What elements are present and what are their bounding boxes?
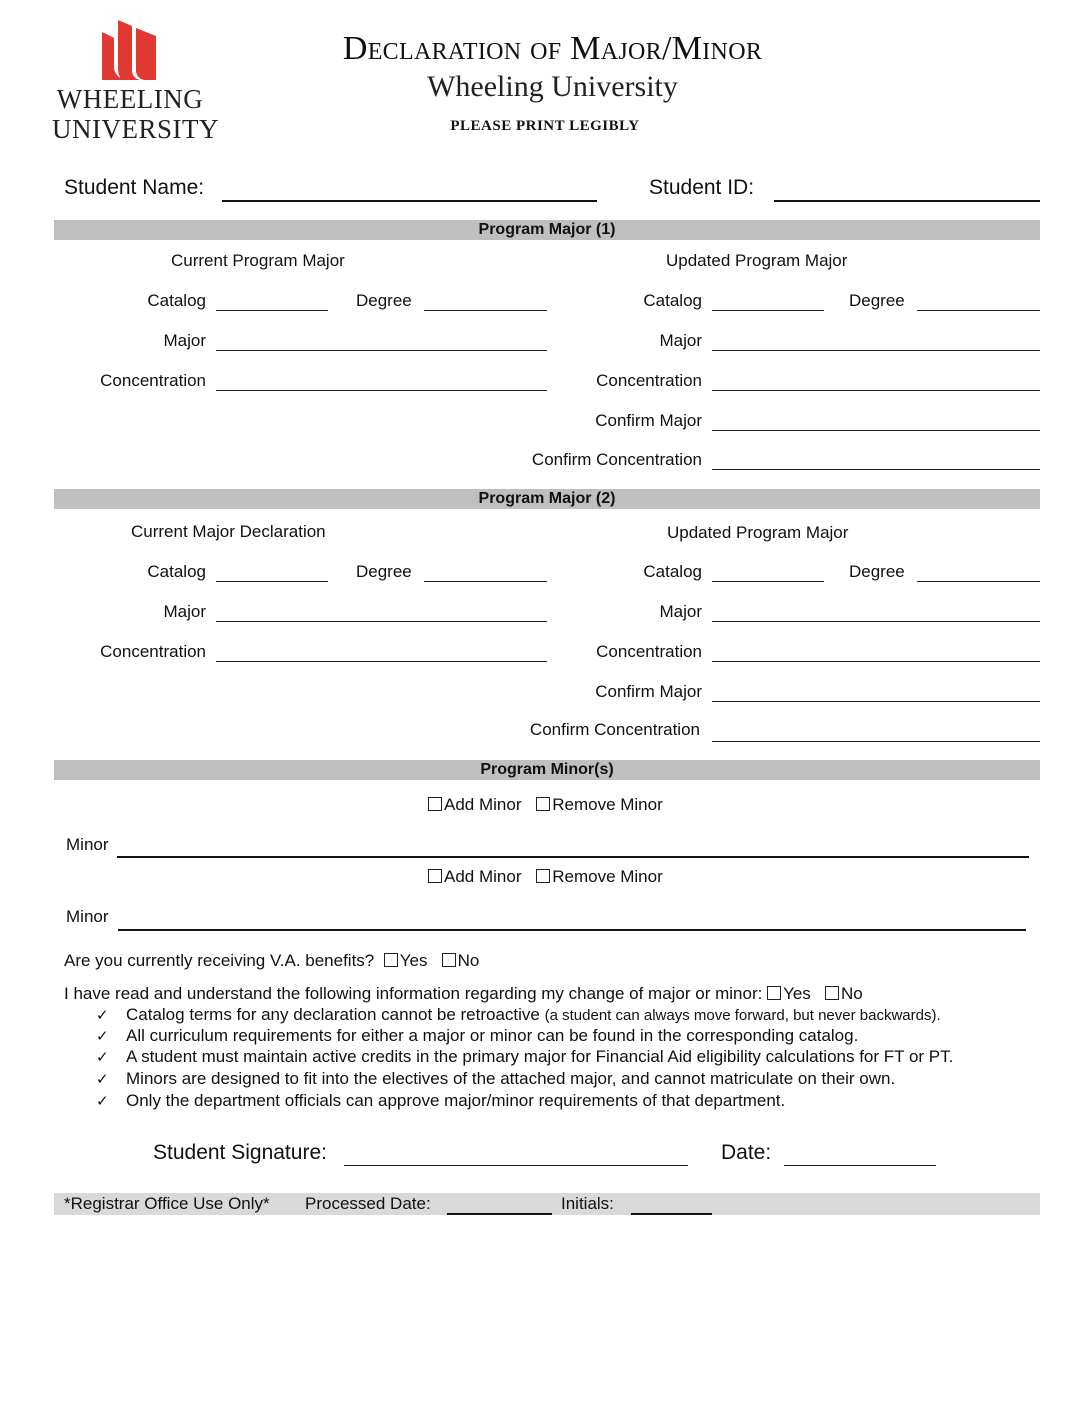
confirm-major-label: Confirm Major: [595, 411, 702, 430]
remove-minor-1-option[interactable]: [536, 795, 663, 814]
print-instruction: PLEASE PRINT LEGIBLY: [450, 118, 640, 134]
ack-yes-label: Yes: [783, 984, 811, 1003]
updated-catalog-label: Catalog: [643, 291, 702, 310]
minor-2-options: [428, 867, 673, 887]
updated2-concentration-label: Concentration: [596, 642, 702, 661]
section-header-program-major-1: Program Major (1): [54, 220, 1040, 240]
student-signature-label: Student Signature:: [153, 1141, 327, 1164]
section-header-program-minors: Program Minor(s): [54, 760, 1040, 780]
minor-2-field[interactable]: [118, 929, 1026, 931]
minor-2-label: Minor: [66, 907, 109, 926]
registrar-office-label: *Registrar Office Use Only*: [64, 1194, 270, 1213]
updated-degree-field[interactable]: [917, 310, 1040, 311]
confirm2-concentration-label: Confirm Concentration: [529, 720, 700, 739]
current2-major-label: Major: [163, 602, 206, 621]
minor-1-label: Minor: [66, 835, 109, 854]
current2-degree-label: Degree: [356, 562, 412, 581]
updated2-major-label: Major: [659, 602, 702, 621]
ack-item-1-text: Catalog terms for any declaration cannot be retroactive: [126, 1005, 540, 1024]
remove-minor-2-label: Remove Minor: [552, 867, 663, 886]
va-yes-checkbox[interactable]: [384, 953, 398, 967]
confirm-concentration-label: Confirm Concentration: [531, 450, 702, 469]
ack-item-1: [96, 1005, 941, 1025]
confirm-major-field[interactable]: [712, 430, 1040, 431]
ack-no-label: No: [840, 984, 863, 1003]
updated-major-field[interactable]: [712, 350, 1040, 351]
ack-item-1-note: (a student can always move forward, but never backwards).: [544, 1007, 941, 1024]
current2-concentration-label: Concentration: [100, 642, 206, 661]
checkmark-icon: ✓: [96, 1049, 109, 1066]
ack-no-checkbox[interactable]: [825, 986, 839, 1000]
va-no-checkbox[interactable]: [442, 953, 456, 967]
va-benefits-row: [64, 951, 479, 971]
current-program-major-heading: Current Program Major: [171, 251, 345, 270]
current-major-declaration-heading: Current Major Declaration: [131, 522, 326, 541]
minor-1-options: [428, 795, 673, 815]
ack-no-option[interactable]: [825, 984, 863, 1003]
current2-degree-field[interactable]: [424, 581, 547, 582]
logo-wordmark-line1: WHEELING: [56, 84, 204, 114]
checkmark-icon: ✓: [96, 1007, 109, 1024]
updated-degree-label: Degree: [849, 291, 905, 310]
ack-item-5: [96, 1091, 785, 1111]
ack-item-4-text: Minors are designed to fit into the electives of the attached major, and cannot matriculate on their own.: [126, 1069, 896, 1088]
confirm2-concentration-field[interactable]: [712, 741, 1040, 742]
ack-item-4: [96, 1069, 895, 1089]
updated-program-major-2-heading: Updated Program Major: [667, 523, 849, 542]
form-subtitle: Wheeling University: [427, 70, 678, 103]
add-minor-2-option[interactable]: [428, 867, 521, 886]
current-catalog-field[interactable]: [216, 310, 328, 311]
ack-item-3-text: A student must maintain active credits in the primary major for Financial Aid eligibility calculations for FT or PT.: [126, 1047, 954, 1066]
current-concentration-label: Concentration: [100, 371, 206, 390]
updated2-catalog-field[interactable]: [712, 581, 824, 582]
updated2-degree-label: Degree: [849, 562, 905, 581]
minor-1-field[interactable]: [117, 856, 1029, 858]
date-field[interactable]: [784, 1165, 936, 1166]
section-header-program-major-2: Program Major (2): [54, 489, 1040, 509]
checkmark-icon: ✓: [96, 1028, 109, 1045]
ack-yes-checkbox[interactable]: [767, 986, 781, 1000]
initials-field[interactable]: [631, 1213, 712, 1215]
updated-program-major-heading: Updated Program Major: [666, 251, 848, 270]
student-signature-field[interactable]: [344, 1165, 688, 1166]
remove-minor-1-checkbox[interactable]: [536, 797, 550, 811]
checkmark-icon: ✓: [96, 1071, 109, 1088]
current-concentration-field[interactable]: [216, 390, 547, 391]
acknowledgement-question: I have read and understand the following information regarding my change of major or minor:: [64, 984, 763, 1003]
va-yes-label: Yes: [399, 951, 428, 970]
add-minor-1-option[interactable]: [428, 795, 521, 814]
current2-concentration-field[interactable]: [216, 661, 547, 662]
processed-date-field[interactable]: [447, 1213, 552, 1215]
date-label: Date:: [721, 1141, 772, 1164]
checkmark-icon: ✓: [96, 1093, 109, 1110]
current-catalog-label: Catalog: [147, 291, 206, 310]
ack-item-2: [96, 1026, 858, 1046]
va-benefits-question: Are you currently receiving V.A. benefits?: [64, 951, 375, 970]
current-degree-label: Degree: [356, 291, 412, 310]
wheeling-university-logo-icon: [100, 18, 158, 82]
add-minor-2-label: Add Minor: [444, 867, 522, 886]
ack-item-5-text: Only the department officials can approve major/minor requirements of that department.: [126, 1091, 786, 1110]
form-title: Declaration of Major/Minor: [342, 30, 763, 67]
updated2-concentration-field[interactable]: [712, 661, 1040, 662]
remove-minor-2-option[interactable]: [536, 867, 663, 886]
confirm2-major-field[interactable]: [712, 701, 1040, 702]
ack-item-3: [96, 1047, 953, 1067]
updated-concentration-label: Concentration: [596, 371, 702, 390]
confirm2-major-label: Confirm Major: [595, 682, 702, 701]
ack-yes-option[interactable]: [767, 984, 811, 1003]
remove-minor-2-checkbox[interactable]: [536, 869, 550, 883]
current-major-field[interactable]: [216, 350, 547, 351]
current-major-label: Major: [163, 331, 206, 350]
add-minor-1-label: Add Minor: [444, 795, 522, 814]
updated-major-label: Major: [659, 331, 702, 350]
logo-wordmark-line2: UNIVERSITY: [52, 114, 219, 144]
current-degree-field[interactable]: [424, 310, 547, 311]
va-no-label: No: [457, 951, 480, 970]
remove-minor-1-label: Remove Minor: [552, 795, 663, 814]
student-name-field[interactable]: [222, 200, 597, 202]
student-id-label: Student ID:: [649, 176, 755, 199]
add-minor-2-checkbox[interactable]: [428, 869, 442, 883]
current2-catalog-label: Catalog: [147, 562, 206, 581]
updated-catalog-field[interactable]: [712, 310, 824, 311]
updated-concentration-field[interactable]: [712, 390, 1040, 391]
updated2-major-field[interactable]: [712, 621, 1040, 622]
student-id-field[interactable]: [774, 200, 1040, 202]
updated2-catalog-label: Catalog: [643, 562, 702, 581]
student-name-label: Student Name:: [64, 176, 205, 199]
current2-major-field[interactable]: [216, 621, 547, 622]
updated2-degree-field[interactable]: [917, 581, 1040, 582]
acknowledgement-row: [64, 984, 863, 1004]
va-yes-option[interactable]: [384, 951, 428, 970]
confirm-concentration-field[interactable]: [712, 469, 1040, 470]
va-no-option[interactable]: [442, 951, 480, 970]
initials-label: Initials:: [561, 1194, 614, 1213]
add-minor-1-checkbox[interactable]: [428, 797, 442, 811]
processed-date-label: Processed Date:: [305, 1194, 431, 1213]
current2-catalog-field[interactable]: [216, 581, 328, 582]
ack-item-2-text: All curriculum requirements for either a major or minor can be found in the corresponding catalog.: [126, 1026, 859, 1045]
